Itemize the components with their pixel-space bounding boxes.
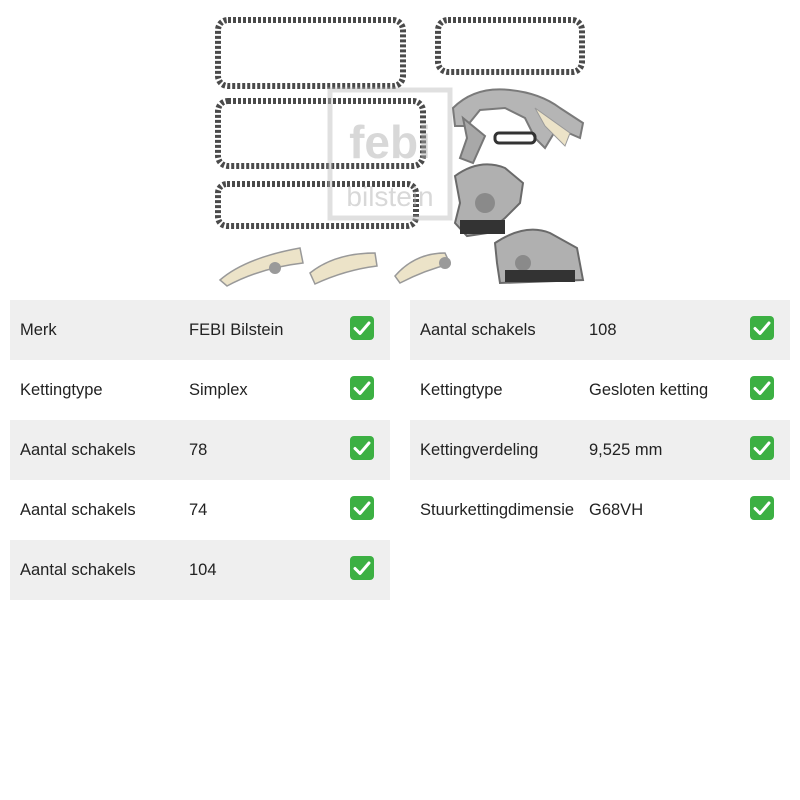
spec-row-link-count — [10, 540, 390, 600]
spec-label: Aantal schakels — [20, 441, 136, 459]
spec-value: 74 — [189, 501, 208, 519]
svg-text:febi: febi — [349, 116, 431, 168]
spec-value: 9,525 mm — [589, 441, 663, 459]
check-icon — [350, 436, 374, 460]
check-icon — [350, 496, 374, 520]
spec-value: Simplex — [189, 381, 248, 399]
spec-table-left — [10, 300, 390, 600]
spec-row-chain-type — [10, 360, 390, 420]
check-icon — [350, 316, 374, 340]
spec-label: Merk — [20, 321, 57, 339]
check-icon — [750, 376, 774, 400]
spec-label: Kettingverdeling — [420, 441, 539, 459]
spec-label: Aantal schakels — [420, 321, 536, 339]
spec-label: Kettingtype — [420, 381, 503, 399]
spec-row-brand — [10, 300, 390, 360]
check-icon — [750, 436, 774, 460]
spec-value: 108 — [589, 321, 617, 339]
spec-label: Aantal schakels — [20, 561, 136, 579]
check-icon — [350, 556, 374, 580]
spec-label: Kettingtype — [20, 381, 103, 399]
check-icon — [350, 376, 374, 400]
svg-text:bilstein: bilstein — [346, 181, 434, 212]
product-image — [205, 8, 595, 288]
spec-row-chain-type — [410, 360, 790, 420]
spec-table-right — [410, 300, 790, 540]
spec-row-link-count — [10, 420, 390, 480]
spec-value: Gesloten ketting — [589, 381, 709, 399]
spec-label: Aantal schakels — [20, 501, 136, 519]
spec-row-chain-pitch — [410, 420, 790, 480]
spec-value: 78 — [189, 441, 208, 459]
spec-row-chain-dimension — [410, 480, 790, 540]
spec-value: G68VH — [589, 501, 644, 519]
check-icon — [750, 496, 774, 520]
spec-row-link-count — [10, 480, 390, 540]
spec-label: Stuurkettingdimensie — [420, 501, 575, 519]
check-icon — [750, 316, 774, 340]
spec-value: FEBI Bilstein — [189, 321, 284, 339]
spec-row-link-count — [410, 300, 790, 360]
spec-value: 104 — [189, 561, 217, 579]
febi-watermark — [330, 90, 450, 218]
